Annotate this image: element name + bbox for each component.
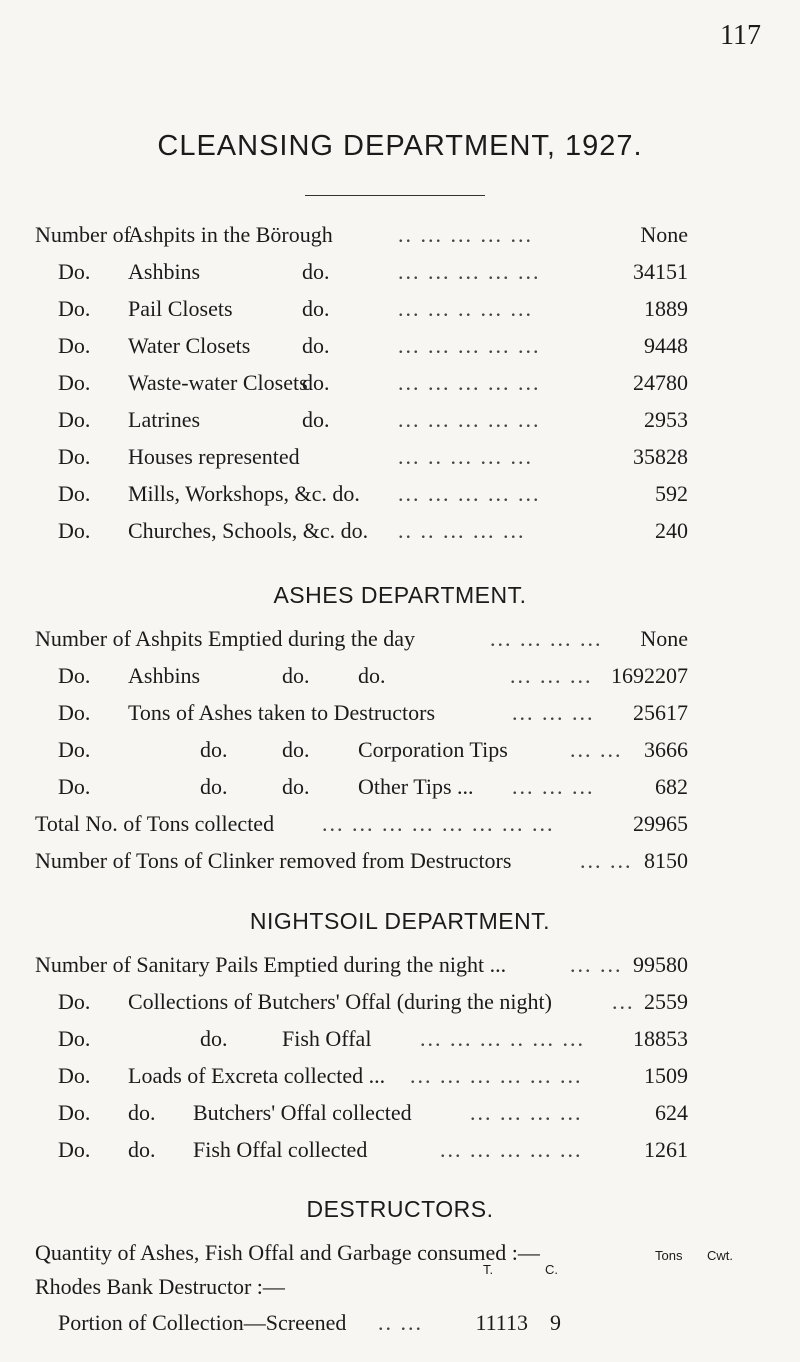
leader-dots: ... ... — [580, 848, 633, 873]
row-value: 25617 — [633, 700, 688, 725]
row-ditto: do. — [302, 259, 330, 284]
row-value: 8150 — [644, 848, 688, 873]
row-prefix: Do. — [58, 407, 91, 432]
leader-dots: ... ... ... ... ... — [398, 259, 541, 284]
nightsoil-section-title: NIGHTSOIL DEPARTMENT. — [249, 908, 551, 934]
leader-dots: ... ... — [570, 737, 623, 762]
row-col2: Tons of Ashes taken to Destructors — [128, 700, 436, 725]
col-header-cwt: Cwt. — [707, 1248, 733, 1263]
row-col3: do. — [282, 663, 310, 688]
row-value: 9448 — [644, 333, 688, 358]
row-value: 1692207 — [611, 663, 688, 688]
row-value: 35828 — [633, 444, 688, 469]
table-row — [0, 1274, 800, 1304]
row-label: Pail Closets — [128, 296, 233, 321]
row-value: None — [640, 626, 688, 651]
row-value: 29965 — [633, 811, 688, 836]
row-col4: Corporation Tips — [358, 737, 508, 762]
leader-dots: ... ... ... ... — [470, 1100, 583, 1125]
intro-text: Quantity of Ashes, Fish Offal and Garbage consumed :— — [35, 1240, 540, 1265]
row-col3: do. — [282, 737, 310, 762]
row-col2: do. — [128, 1100, 156, 1125]
table-row — [0, 444, 800, 474]
page-number: 117 — [720, 20, 761, 51]
row-prefix: Do. — [58, 259, 91, 284]
leader-dots: .. ... ... ... ... — [398, 222, 533, 247]
row-col2: do. — [200, 1026, 228, 1051]
screened-label: Portion of Collection—Screened — [58, 1310, 347, 1335]
rhodes-label: Rhodes Bank Destructor :— — [35, 1274, 285, 1299]
row-col4: Other Tips ... — [358, 774, 474, 799]
leader-dots: ... ... ... ... ... ... ... ... — [322, 811, 555, 836]
row-label: Mills, Workshops, &c. do. — [128, 481, 360, 506]
row-label: Houses represented — [128, 444, 300, 469]
leader-dots: ... ... ... — [510, 663, 593, 688]
row-label: Do. — [58, 774, 91, 799]
table-row — [0, 848, 800, 878]
row-value: 18853 — [633, 1026, 688, 1051]
table-row — [0, 989, 800, 1019]
leader-dots: ... .. ... ... ... — [398, 444, 533, 469]
table-row — [0, 663, 800, 693]
table-row — [0, 952, 800, 982]
row-label: Waste-water Closets — [128, 370, 308, 395]
table-row — [0, 259, 800, 289]
leader-dots: ... ... ... — [512, 700, 595, 725]
row-value: 2953 — [644, 407, 688, 432]
row-ditto: do. — [302, 296, 330, 321]
table-row — [0, 1100, 800, 1130]
ashes-section-title: ASHES DEPARTMENT. — [273, 582, 527, 608]
row-prefix: Do. — [58, 296, 91, 321]
leader-dots: ... — [612, 989, 635, 1014]
leader-dots: ... ... ... ... ... — [398, 333, 541, 358]
row-prefix: Do. — [58, 370, 91, 395]
row-label: Total No. of Tons collected — [35, 811, 275, 836]
row-label: Do. — [58, 1063, 91, 1088]
row-value: None — [640, 222, 688, 247]
table-row — [0, 481, 800, 511]
leader-dots: ... ... ... — [512, 774, 595, 799]
table-row — [0, 811, 800, 841]
destructors-section-title: DESTRUCTORS. — [306, 1196, 494, 1222]
row-prefix: Number of — [35, 222, 131, 247]
row-col2: do. — [128, 1137, 156, 1162]
table-row — [0, 1137, 800, 1167]
table-row — [0, 1026, 800, 1056]
col-header-tons: Tons — [655, 1248, 683, 1263]
row-prefix: Do. — [58, 333, 91, 358]
row-label: Ashbins — [128, 259, 201, 284]
row-label: Do. — [58, 1026, 91, 1051]
row-col2: do. — [200, 737, 228, 762]
table-row — [0, 774, 800, 804]
row-label: Do. — [58, 989, 91, 1014]
row-col3: Fish Offal collected — [193, 1137, 368, 1162]
table-row — [0, 1310, 800, 1340]
row-value: 3666 — [644, 737, 688, 762]
leader-dots: ... ... ... ... ... — [398, 407, 541, 432]
leader-dots: ... ... ... ... ... — [398, 370, 541, 395]
row-value: 624 — [655, 1100, 688, 1125]
table-row — [0, 1063, 800, 1093]
table-row — [0, 222, 800, 252]
row-col3: do. — [282, 774, 310, 799]
row-prefix: Do. — [58, 481, 91, 506]
row-label: Latrines — [128, 407, 201, 432]
leader-dots: ... ... ... ... ... — [440, 1137, 583, 1162]
row-label: Do. — [58, 663, 91, 688]
screened-cwt: 9 — [550, 1310, 561, 1335]
leader-dots: .. ... — [378, 1310, 423, 1335]
row-label: Do. — [58, 700, 91, 725]
row-prefix: Do. — [58, 518, 91, 543]
row-ditto: do. — [302, 333, 330, 358]
row-ditto: do. — [302, 370, 330, 395]
screened-tons: 11113 — [475, 1310, 528, 1335]
table-row — [0, 737, 800, 767]
table-row — [0, 518, 800, 548]
row-label: Ashpits in the Börough — [128, 222, 333, 247]
row-value: 592 — [655, 481, 688, 506]
page-title: CLEANSING DEPARTMENT, 1927. — [157, 130, 643, 162]
leader-dots: ... ... ... .. ... ... — [420, 1026, 585, 1051]
row-label: Number of Ashpits Emptied during the day — [35, 626, 416, 651]
leader-dots: .. .. ... ... ... — [398, 518, 526, 543]
row-value: 1889 — [644, 296, 688, 321]
row-value: 1261 — [644, 1137, 688, 1162]
leader-dots: ... ... .. ... ... — [398, 296, 533, 321]
row-col3: Fish Offal — [282, 1026, 372, 1051]
row-col2: Loads of Excreta collected ... — [128, 1063, 386, 1088]
row-ditto: do. — [302, 407, 330, 432]
col-header-c: C. — [545, 1262, 558, 1277]
table-row — [0, 296, 800, 326]
leader-dots: ... ... ... ... — [490, 626, 603, 651]
table-row — [0, 407, 800, 437]
table-row — [0, 333, 800, 363]
row-col2: Collections of Butchers' Offal (during the night) — [128, 989, 552, 1014]
row-label: Number of Tons of Clinker removed from Destructors — [35, 848, 512, 873]
leader-dots: ... ... ... ... ... — [398, 481, 541, 506]
table-row — [0, 700, 800, 730]
row-prefix: Do. — [58, 444, 91, 469]
row-label: Water Closets — [128, 333, 251, 358]
table-row — [0, 370, 800, 400]
leader-dots: ... ... — [570, 952, 623, 977]
row-label: Churches, Schools, &c. do. — [128, 518, 369, 543]
row-label: Do. — [58, 1100, 91, 1125]
table-row — [0, 626, 800, 656]
leader-dots: ... ... ... ... ... ... — [410, 1063, 583, 1088]
row-label: Number of Sanitary Pails Emptied during the night ... — [35, 952, 507, 977]
row-value: 34151 — [633, 259, 688, 284]
row-value: 2559 — [644, 989, 688, 1014]
row-col2: Ashbins — [128, 663, 201, 688]
row-value: 1509 — [644, 1063, 688, 1088]
row-col2: do. — [200, 774, 228, 799]
row-value: 24780 — [633, 370, 688, 395]
row-value: 240 — [655, 518, 688, 543]
col-header-t: T. — [483, 1262, 494, 1277]
row-label: Do. — [58, 1137, 91, 1162]
row-col4: do. — [358, 663, 386, 688]
row-value: 682 — [655, 774, 688, 799]
row-value: 99580 — [633, 952, 688, 977]
title-divider — [305, 195, 485, 196]
row-label: Do. — [58, 737, 91, 762]
row-col3: Butchers' Offal collected — [193, 1100, 412, 1125]
